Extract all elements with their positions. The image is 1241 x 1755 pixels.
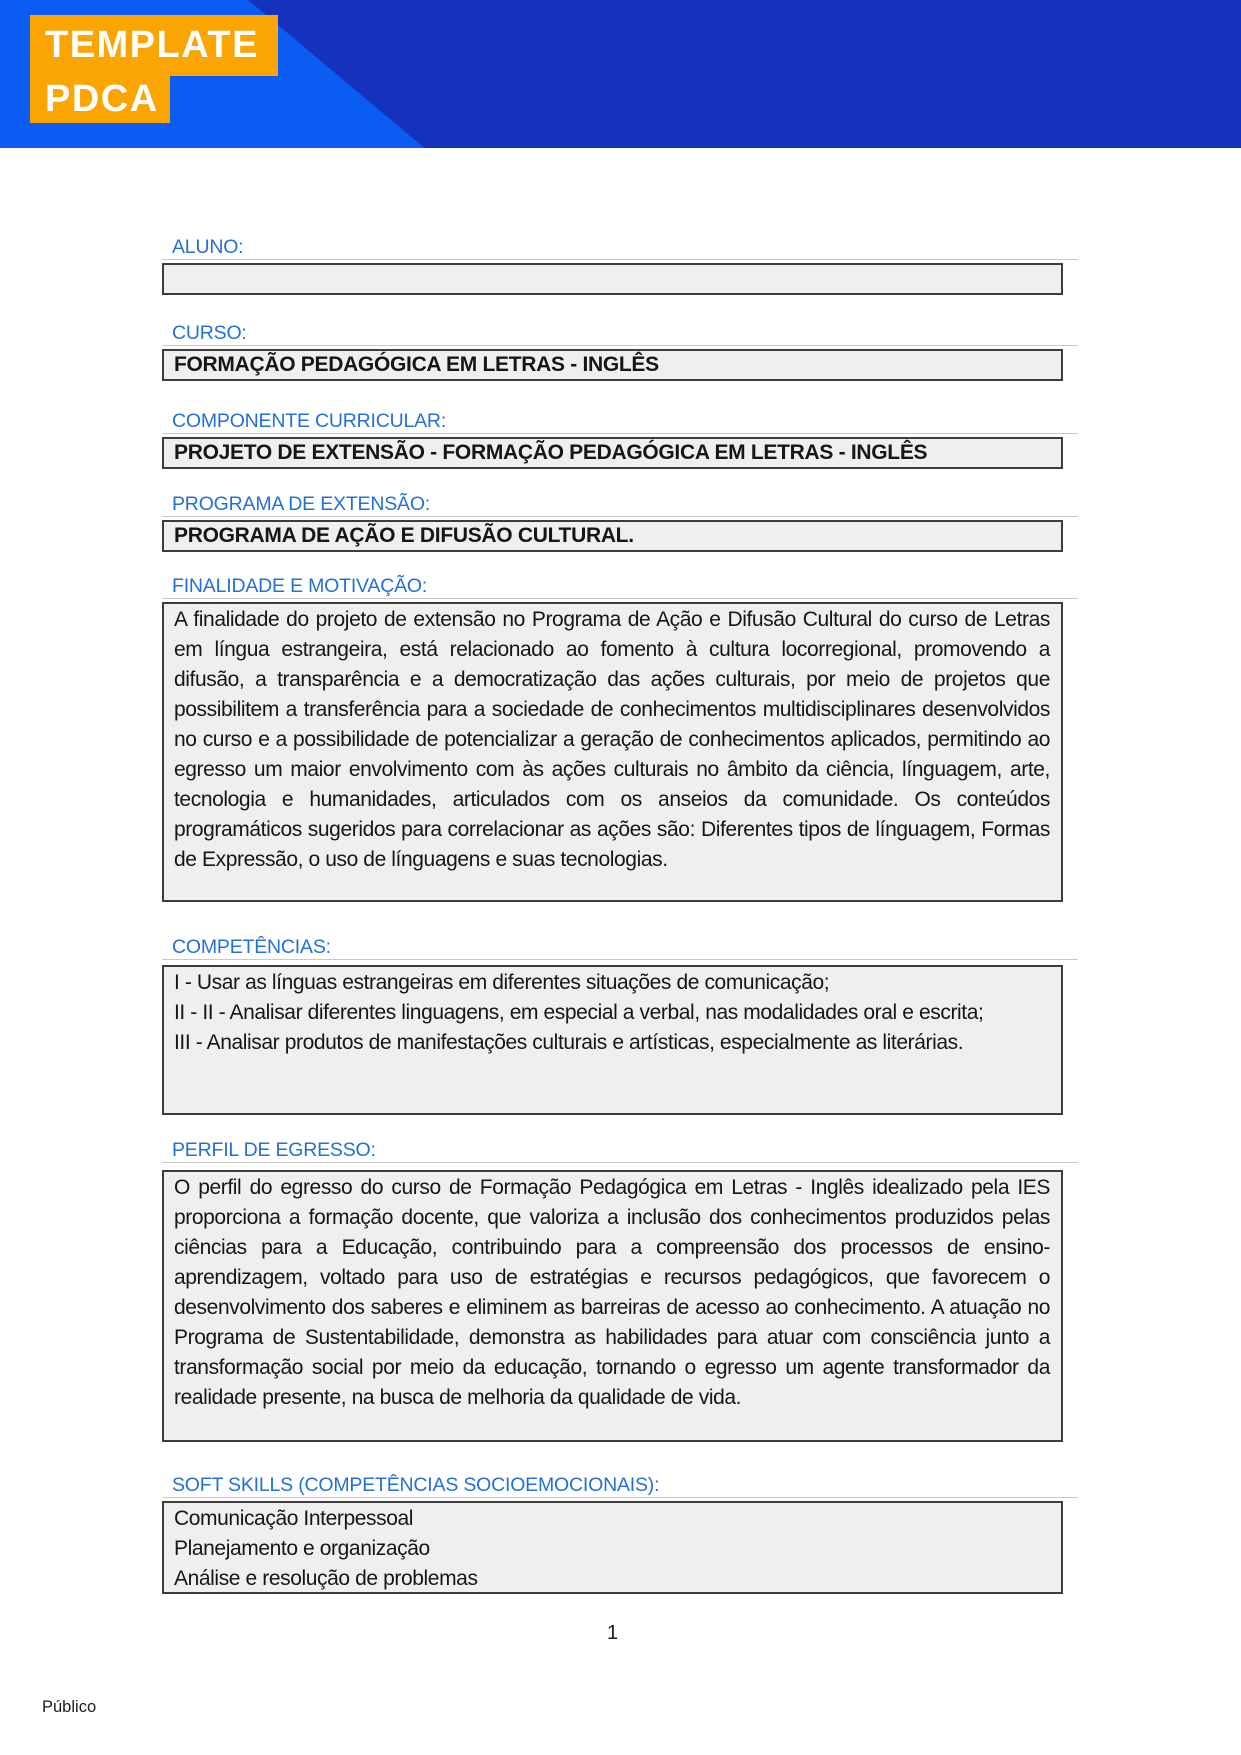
classification-label: Público: [42, 1698, 97, 1716]
perfil-de-egresso-paragraph: O perfil do egresso do curso de Formação Pedagógica em Letras - Inglês idealizado pela IES proporciona a formação docente, que valoriza a inclusão dos conhecimentos produzidos pelas ciências para a Educação, contribuindo para a compreensão dos processos de ensino-aprendizagem, voltado para uso de estratégias e recursos pedagógicos, que favorecem o desenvolvimento dos saberes e eliminem as barreiras de acesso ao conhecimento. A atuação no Programa de Sustentabilidade, demonstra as habilidades para atuar com consciência junto a transformação social por meio da educação, tornando o egresso um agente transformador da realidade presente, na busca de melhoria da qualidade de vida.: [174, 1176, 1050, 1409]
section-label-competencias: COMPETÊNCIAS:: [172, 936, 331, 958]
section-label-row-componente-curricular: [162, 410, 1078, 434]
soft-skills-text-box: [162, 1501, 1063, 1594]
competencia-item-2: II - II - Analisar diferentes linguagens, em especial a verbal, nas modalidades oral e escrita;: [174, 1001, 984, 1024]
finalidade-text-box: [162, 602, 1063, 902]
section-label-row-curso: [162, 322, 1078, 346]
programa-de-extensao-value-box: PROGRAMA DE AÇÃO E DIFUSÃO CULTURAL.: [162, 520, 1063, 552]
section-label-programa-de-extensao: PROGRAMA DE EXTENSÃO:: [172, 493, 431, 515]
componente-curricular-value-box: PROJETO DE EXTENSÃO - FORMAÇÃO PEDAGÓGICA EM LETRAS - INGLÊS: [162, 437, 1063, 469]
perfil-de-egresso-text-box: [162, 1170, 1063, 1442]
competencias-text-box: [162, 965, 1063, 1115]
finalidade-paragraph: A finalidade do projeto de extensão no Programa de Ação e Difusão Cultural do curso de Letras em língua estrangeira, está relacionado ao fomento à cultura locorregional, promovendo a difusão, a transparência e a democratização das ações culturais, por meio de projetos que possibilitem a transferência para a sociedade de conhecimentos multidisciplinares desenvolvidos no curso e a possibilidade de potencializar a geração de conhecimentos aplicados, permitindo ao egresso um maior envolvimento com às ações culturais no âmbito da ciência, línguagem, arte, tecnologia e humanidades, articulados com os anseios da comunidade. Os conteúdos programáticos sugeridos para correlacionar as ações são: Diferentes tipos de línguagem, Formas de Expressão, o uso de línguagens e suas tecnologias.: [174, 608, 1050, 871]
header-banner: [0, 0, 1241, 148]
soft-skill-item-1: Comunicação Interpessoal: [174, 1507, 414, 1530]
competencia-item-1: I - Usar as línguas estrangeiras em diferentes situações de comunicação;: [174, 971, 830, 994]
section-label-row-programa-de-extensao: [162, 493, 1078, 517]
soft-skill-item-2: Planejamento e organização: [174, 1537, 430, 1560]
section-label-row-perfil-de-egresso: [162, 1139, 1078, 1163]
section-label-perfil-de-egresso: PERFIL DE EGRESSO:: [172, 1139, 376, 1161]
aluno-input-field[interactable]: [162, 263, 1063, 295]
logo-line1: TEMPLATE: [30, 15, 278, 76]
curso-value-box: FORMAÇÃO PEDAGÓGICA EM LETRAS - INGLÊS: [162, 349, 1063, 381]
section-label-finalidade: FINALIDADE E MOTIVAÇÃO:: [172, 575, 428, 597]
competencia-item-3: III - Analisar produtos de manifestações culturais e artísticas, especialmente as literárias.: [174, 1031, 964, 1054]
soft-skill-item-3: Análise e resolução de problemas: [174, 1567, 478, 1590]
logo-line2: PDCA: [30, 76, 170, 123]
section-label-row-aluno: [162, 236, 1078, 260]
section-label-row-competencias: [162, 936, 1078, 960]
section-label-aluno: ALUNO:: [172, 236, 244, 258]
page-number: 1: [606, 1622, 619, 1644]
section-label-soft-skills: SOFT SKILLS (COMPETÊNCIAS SOCIOEMOCIONAIS):: [172, 1474, 660, 1496]
section-label-row-soft-skills: [162, 1474, 1078, 1498]
section-label-componente-curricular: COMPONENTE CURRICULAR:: [172, 410, 447, 432]
section-label-curso: CURSO:: [172, 322, 247, 344]
template-pdca-logo: [30, 15, 278, 123]
section-label-row-finalidade: [162, 575, 1078, 599]
form-content: [162, 148, 1063, 1646]
